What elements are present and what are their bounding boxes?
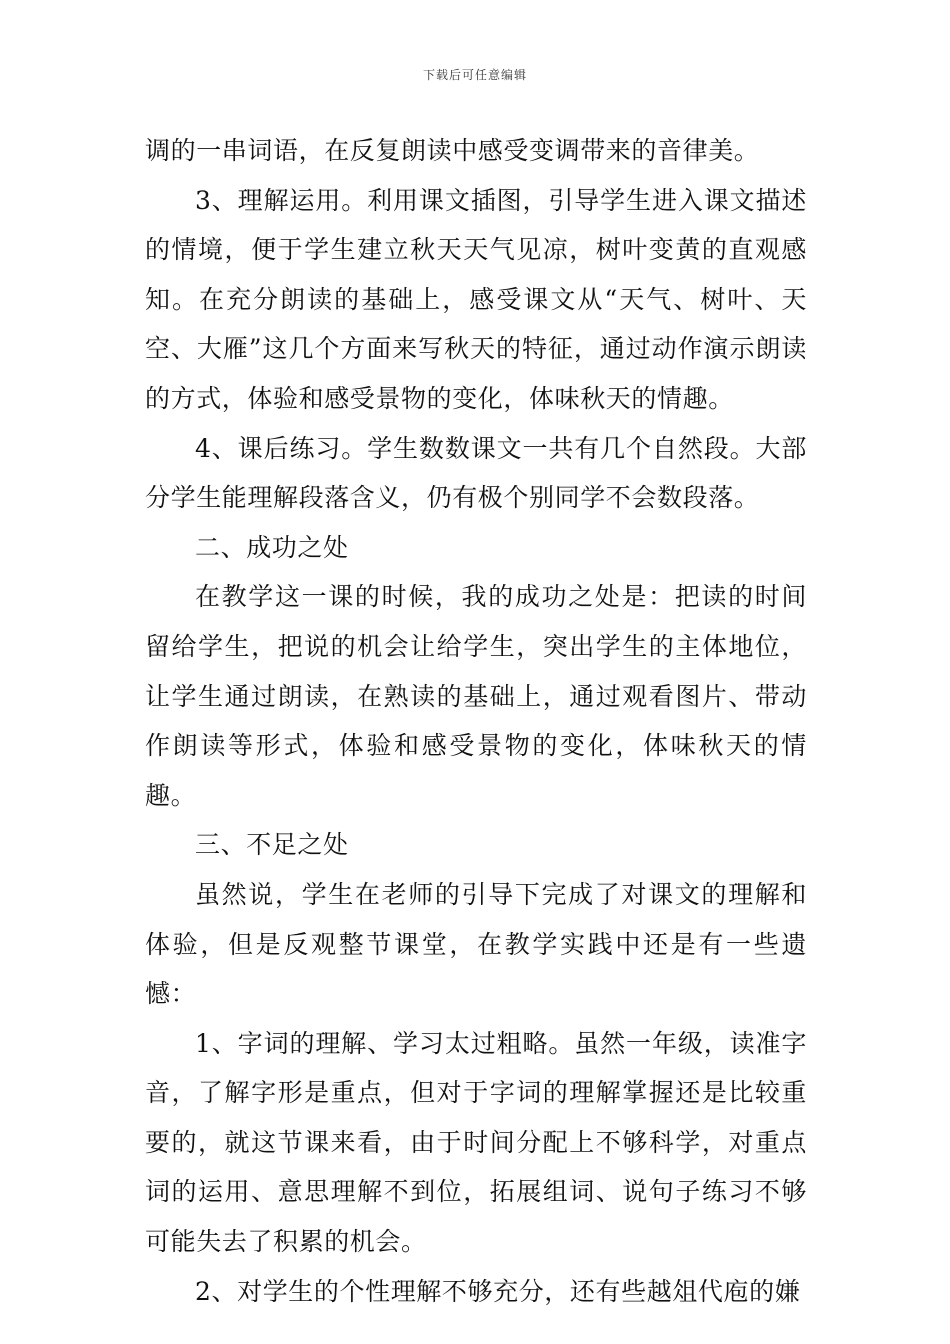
page-header: 下载后可任意编辑: [422, 68, 527, 82]
section-heading-shortcomings: 三、不足之处: [195, 830, 349, 860]
paragraph-continuation: 调的一串词语，在反复朗读中感受变调带来的音律美。: [145, 136, 760, 165]
paragraph-understanding-application: 3、理解运用。利用课文插图，引导学生进入课文描述的情境，便于学生建立秋天天气见凉，树叶变黄的直观感知。在充分朗读的基础上，感受课文从“天气、树叶、天空、大雁”这几个方面来写秋天的特征，通过动作演示朗读的方式，体验和感受景物的变化，体味秋天的情趣。: [145, 185, 807, 413]
document-body: [145, 126, 807, 1316]
paragraph-success-details: 在教学这一课的时候，我的成功之处是：把读的时间留给学生，把说的机会让给学生，突出学生的主体地位，让学生通过朗读，在熟读的基础上，通过观看图片、带动作朗读等形式，体验和感受景物的变化，体味秋天的情趣。: [145, 582, 807, 810]
section-heading-success: 二、成功之处: [195, 532, 349, 562]
paragraph-shortcoming-1: 1、字词的理解、学习太过粗略。虽然一年级，读准字音，了解字形是重点，但对于字词的理解掌握还是比较重要的，就这节课来看，由于时间分配上不够科学，对重点词的运用、意思理解不到位，拓展组词、说句子练习不够可能失去了积累的机会。: [145, 1028, 807, 1257]
paragraph-shortcomings-intro: 虽然说，学生在老师的引导下完成了对课文的理解和体验，但是反观整节课堂，在教学实践中还是有一些遗憾：: [145, 879, 807, 1009]
paragraph-shortcoming-2: 2、对学生的个性理解不够充分，还有些越俎代庖的嫌: [195, 1276, 801, 1306]
paragraph-after-class-exercise: 4、课后练习。学生数数课文一共有几个自然段。大部分学生能理解段落含义，仍有极个别同学不会数段落。: [145, 433, 807, 513]
